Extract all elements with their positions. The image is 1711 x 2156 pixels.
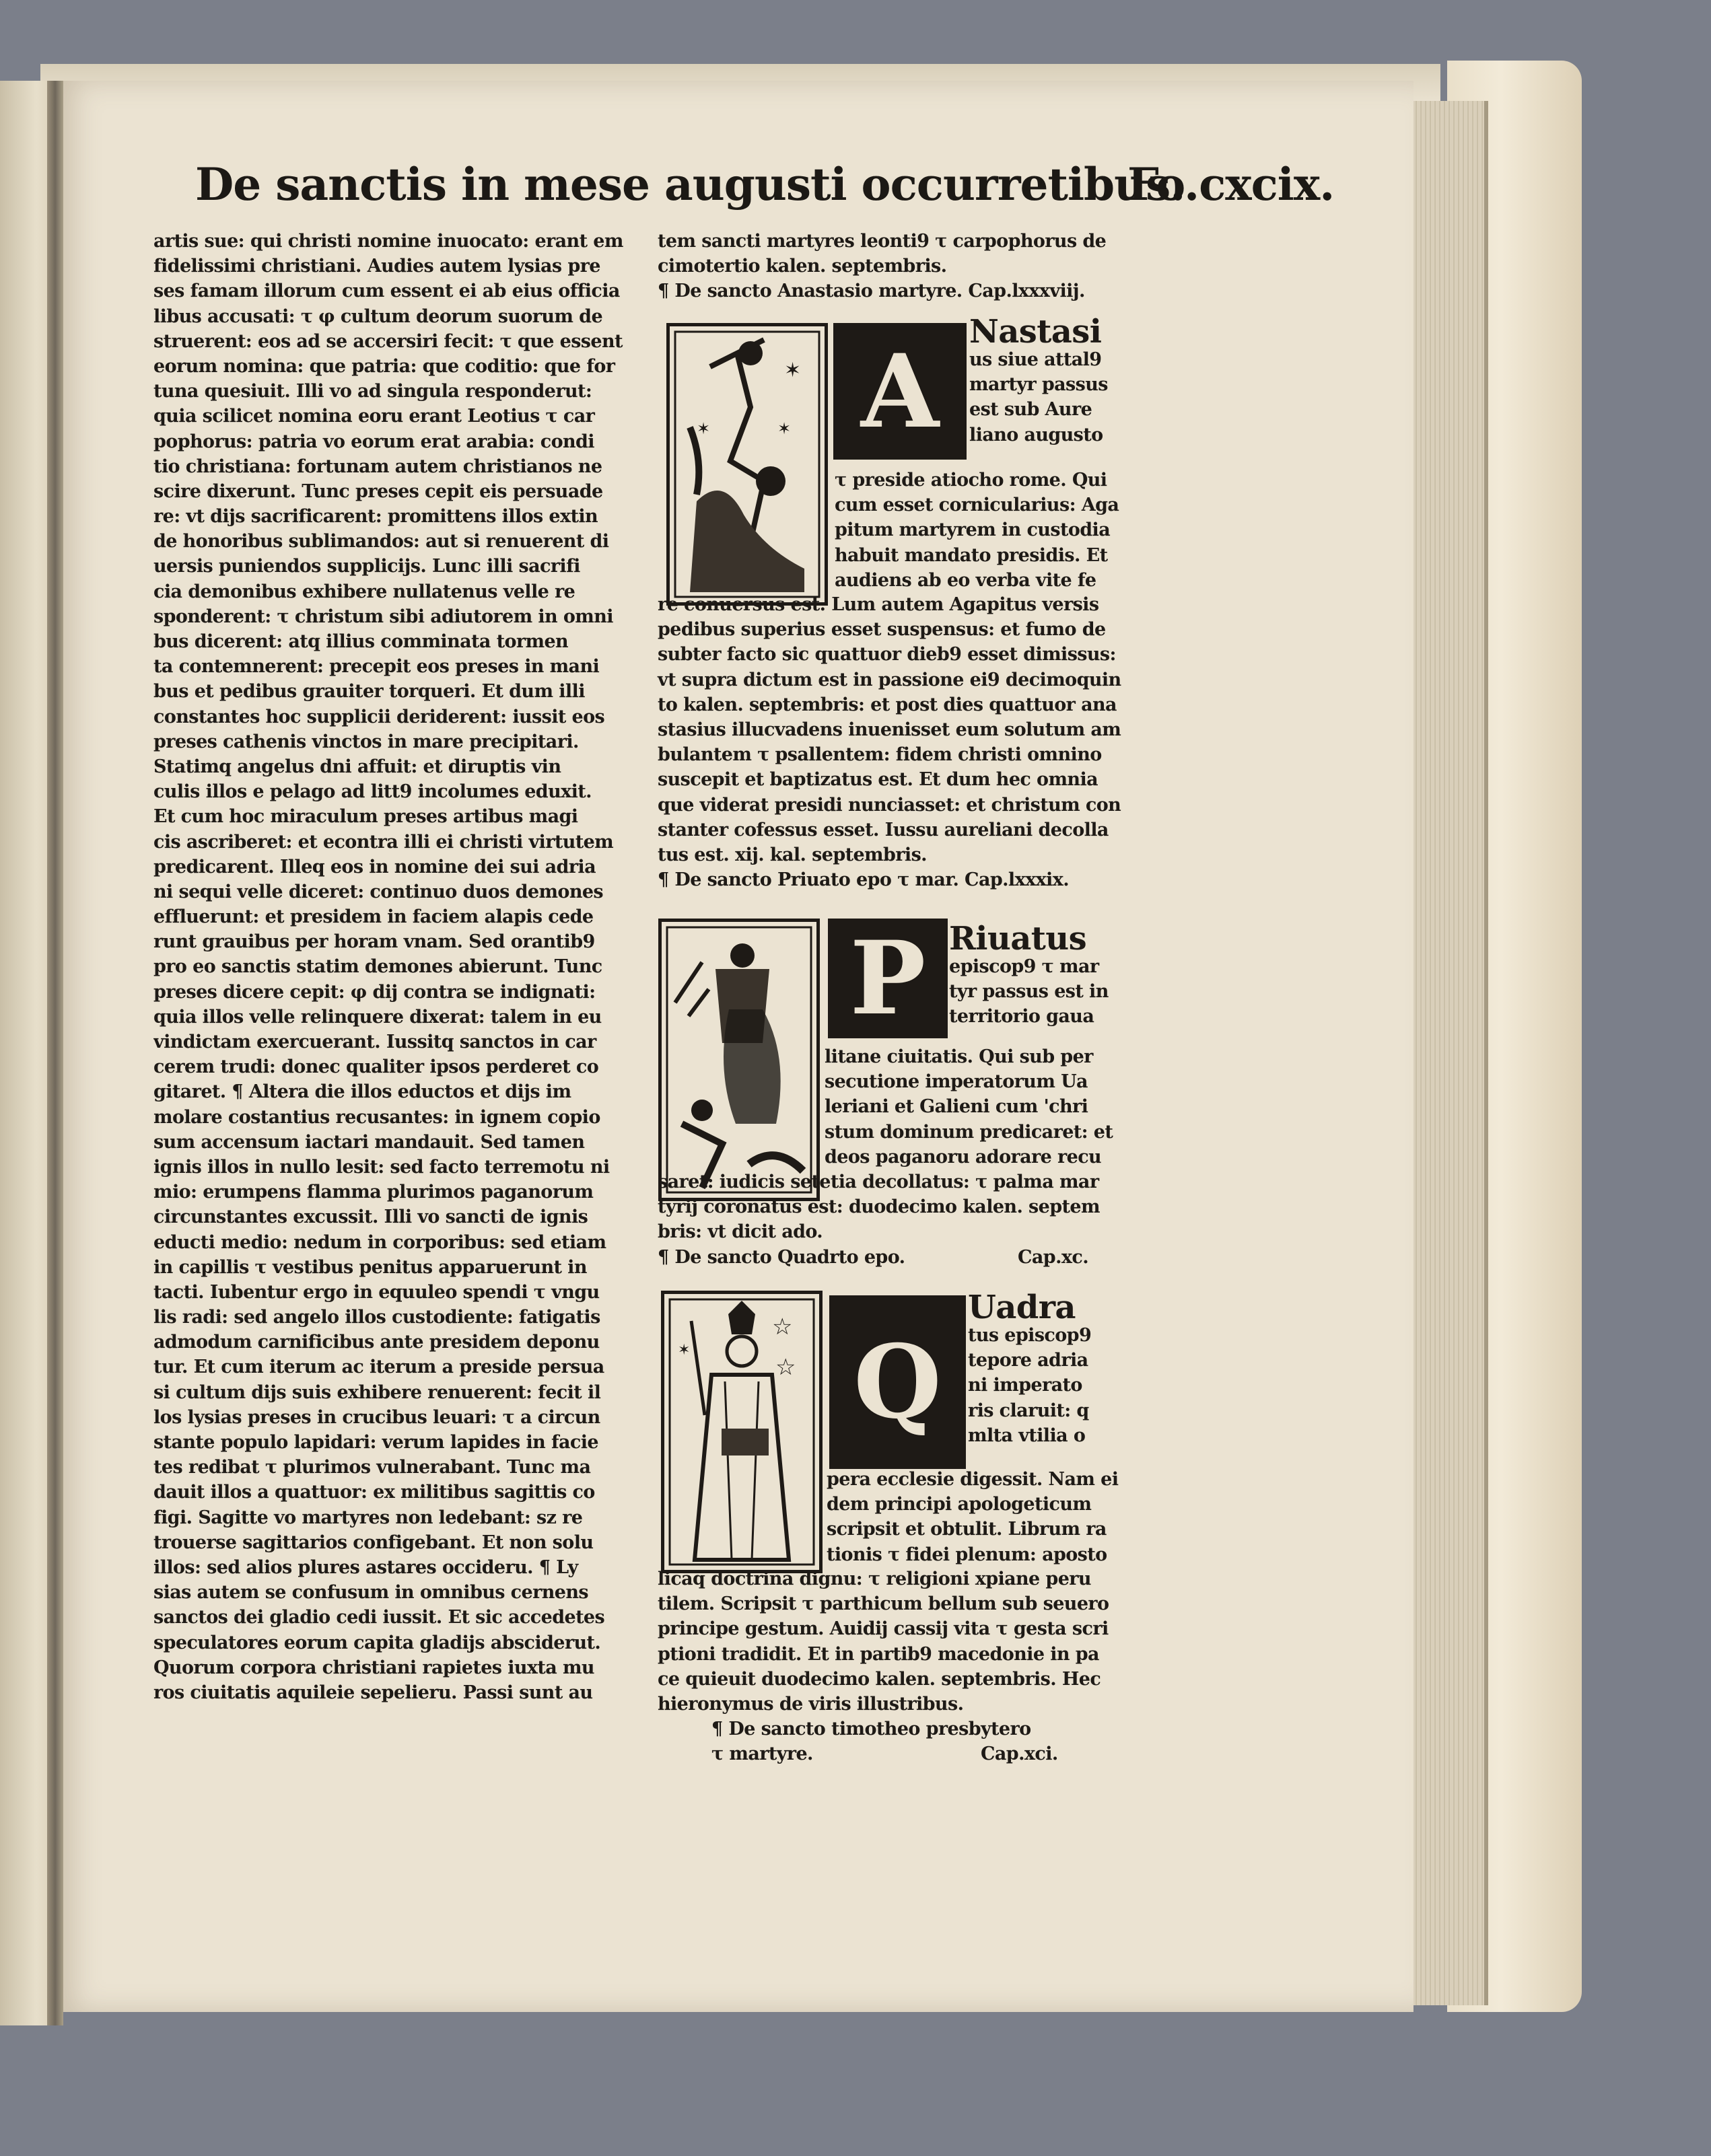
- text-line: runt grauibus per horam vnam. Sed orantib9: [153, 931, 595, 953]
- text-line: Statimq angelus dni affuit: et diruptis vin: [153, 756, 561, 777]
- text-line: dauit illos a quattuor: ex militibus sagittis co: [153, 1482, 595, 1503]
- folio-number: Fo.cxcix.: [1127, 158, 1335, 211]
- text-line: pophorus: patria vo eorum erat arabia: condi: [153, 431, 594, 452]
- text-line: gitaret. ¶ Altera die illos eductos et dijs im: [153, 1081, 571, 1103]
- book-gutter: [47, 81, 63, 2025]
- text-line: fidelissimi christiani. Audies autem lysias pre: [153, 256, 600, 277]
- text-line: sponderent: τ christum sibi adiutorem in omni: [153, 606, 613, 627]
- chapter-heading-89: ¶ De sancto Priuato epo τ mar. Cap.lxxxix.: [658, 869, 1070, 891]
- chapter-88-side-text-lower: τ preside atiocho rome. Qui cum esset cornicularius: Aga pitum martyrem in custodia habuit mandato presidis. Et audiens ab eo verba vite fe: [835, 470, 1119, 591]
- text-line: los lysias preses in crucibus leuari: τ a circun: [153, 1406, 600, 1428]
- text-line: cimotertio kalen. septembris.: [658, 256, 947, 277]
- running-head: [195, 158, 1335, 211]
- text-line: ignis illos in nullo lesit: sed facto terremotu ni: [153, 1156, 610, 1178]
- text-line: tur. Et cum iterum ac iterum a preside persua: [153, 1357, 604, 1378]
- text-line: ni sequi velle diceret: continuo duos demones: [153, 881, 604, 902]
- text-line: quia illos velle relinquere dixerat: talem in eu: [153, 1006, 602, 1028]
- text-line: bus et pedibus grauiter torqueri. Et dum illi: [153, 681, 585, 703]
- text-line: mio: erumpens flamma plurimos paganorum: [153, 1182, 594, 1203]
- text-line: educti medio: nedum in corporibus: sed etiam: [153, 1231, 606, 1253]
- text-line: tuna quesiuit. Illi vo ad singula responderut:: [153, 381, 592, 402]
- text-line: effluerunt: et presidem in faciem alapis cede: [153, 906, 594, 928]
- text-line: tacti. Iubentur ergo in equuleo spendi τ vngu: [153, 1281, 600, 1303]
- text-line: uersis puniendos supplicijs. Lunc illi sacrifi: [153, 556, 580, 577]
- chapter-90-side-text-lower: pera ecclesie digessit. Nam ei dem principi apologeticum scripsit et obtulit. Librum ra tionis τ fidei plenum: aposto: [827, 1469, 1119, 1565]
- initial-letter-p: P: [828, 919, 948, 1038]
- text-line: cia demonibus exhibere nullatenus velle re: [153, 581, 575, 602]
- text-line: vindictam exercuerant. Iussitq sanctos in car: [153, 1032, 596, 1052]
- text-line: quia scilicet nomina eoru erant Leotius τ car: [153, 406, 595, 427]
- text-line: tes redibat τ plurimos vulnerabant. Tunc ma: [153, 1457, 591, 1478]
- text-line: sias autem se confusum in omnibus cernens: [153, 1582, 588, 1604]
- woodcut-bishop-quadratus: [661, 1291, 823, 1573]
- chapter-90-text: licaq doctrina dignu: τ religioni xpiane peru tilem. Scripsit τ parthicum bellum sub seuero principe gestum. Auidij cassij vita τ gesta scri ptioni tradidit. Et in partib9 macedonie in pa ce quieuit duodecimo kalen. septembris. Hec hieronymus de viris illustribus. ¶ De sancto timotheo presbytero τ martyre. Cap.xci.: [658, 1567, 1142, 1767]
- text-line: artis sue: qui christi nomine inuocato: erant em: [153, 231, 623, 252]
- text-line: speculatores eorum capita gladijs absciderut.: [153, 1632, 601, 1653]
- svg-text:☆: ☆: [775, 1354, 796, 1381]
- text-line: scire dixerunt. Tunc preses cepit eis persuade: [153, 480, 603, 502]
- text-line: cis ascriberet: et econtra illi ei christi virtutem: [153, 831, 614, 853]
- right-text-column: [658, 229, 1142, 304]
- text-line: ros ciuitatis aquileie sepelieru. Passi sunt au: [153, 1682, 593, 1703]
- chapter-89-side-text-lower: litane ciuitatis. Qui sub per secutione imperatorum Ua leriani et Galieni cum 'chri stum dominum predicaret: et deos paganoru adorare recu: [825, 1046, 1113, 1167]
- text-line: struerent: eos ad se accersiri fecit: τ que essent: [153, 330, 623, 352]
- text-line: figi. Sagitte vo martyres non ledebant: sz re: [153, 1507, 583, 1528]
- chapter-heading-88: ¶ De sancto Anastasio martyre. Cap.lxxxviij.: [658, 281, 1085, 302]
- text-line: molare costantius recusantes: in ignem copio: [153, 1106, 600, 1128]
- woodcut-illustration-icon: [662, 922, 816, 1198]
- text-line: circunstantes excussit. Illi vo sancti de ignis: [153, 1207, 588, 1228]
- initial-letter-q: Q: [829, 1295, 966, 1469]
- chapter-88-text: re conuersus est. Lum autem Agapitus versis pedibus superius esset suspensus: et fumo de subter facto sic quattuor dieb9 esset dimissus: vt supra dictum est in passione ei9 decimoquin to kalen. septembris: et post dies quattuor ana stasius illucvadens inuenisset eum solutum am bulantem τ psallentem: fidem christi omnino suscepit et baptizatus est. Et dum hec omnia que viderat presidi nunciasset: et christum con stanter cofessus esset. Iussu aureliani decolla tus est. xij. kal. septembris. ¶ De sancto Priuato epo τ mar. Cap.lxxxix.: [658, 592, 1142, 892]
- text-line: Quorum corpora christiani rapietes iuxta mu: [153, 1657, 594, 1678]
- text-line: lis radi: sed angelo illos custodiente: fatigatis: [153, 1307, 600, 1328]
- text-line: libus accusati: τ φ cultum deorum suorum de: [153, 306, 603, 327]
- text-line: de honoribus sublimandos: aut si renuerent di: [153, 531, 609, 552]
- text-line: cerem trudi: donec qualiter ipsos perderet co: [153, 1056, 599, 1078]
- chapter-heading-91: ¶ De sancto timotheo presbytero: [711, 1719, 1031, 1740]
- text-line: ses famam illorum cum essent ei ab eius officia: [153, 281, 620, 302]
- text-line: ta contemnerent: precepit eos preses in mani: [153, 656, 600, 678]
- text-line: preses dicere cepit: φ dij contra se indignati:: [153, 981, 596, 1003]
- text-line: predicarent. Illeq eos in nomine dei sui adria: [153, 856, 596, 877]
- text-line: tem sancti martyres leonti9 τ carpophorus de: [658, 231, 1107, 252]
- text-line: illos: sed alios plures astares occideru. ¶ Ly: [153, 1556, 578, 1578]
- text-line: re: vt dijs sacrificarent: promittens illos extin: [153, 506, 598, 528]
- text-line: sanctos dei gladio cedi iussit. Et sic accedetes: [153, 1607, 605, 1628]
- svg-text:✶: ✶: [678, 1342, 691, 1359]
- woodcut-martyrdom-anastasius: [666, 323, 828, 606]
- text-line: preses cathenis vinctos in mare precipitari.: [153, 731, 579, 752]
- woodcut-illustration-icon: [664, 1294, 819, 1570]
- text-line: culis illos e pelago ad litt9 incolumes eduxit.: [153, 781, 592, 803]
- chapter-number-90: Cap.xc.: [1018, 1246, 1088, 1268]
- chapter-88-side-text: Nastasi us siue attal9 martyr passus est sub Aure liano augusto: [969, 313, 1108, 445]
- text-line: eorum nomina: que patria: que coditio: que for: [153, 355, 615, 377]
- initial-letter-a: A: [833, 323, 967, 460]
- chapter-heading-90: ¶ De sancto Quadrto epo.: [658, 1246, 905, 1268]
- text-line: tio christiana: fortunam autem christianos ne: [153, 456, 602, 477]
- svg-text:✶: ✶: [697, 419, 711, 438]
- woodcut-illustration-icon: [670, 326, 825, 602]
- text-line: sum accensum iactari mandauit. Sed tamen: [153, 1131, 585, 1153]
- text-line: admodum carnificibus ante presidem deponu: [153, 1332, 600, 1353]
- running-head-title: De sanctis in mese augusti occurretibus.: [195, 158, 1185, 211]
- text-line: in capillis τ vestibus penitus apparuerunt in: [153, 1256, 587, 1278]
- svg-text:✶: ✶: [784, 359, 802, 382]
- chapter-heading-91-cont: τ martyre.: [711, 1744, 813, 1765]
- page-fore-edge: [1403, 101, 1488, 2005]
- chapter-89-side-text: Riuatus episcop9 τ mar tyr passus est in territorio gaua: [949, 920, 1109, 1028]
- text-line: bus dicerent: atq illius comminata tormen: [153, 631, 569, 652]
- svg-text:☆: ☆: [772, 1314, 793, 1340]
- chapter-90-side-text: Uadra tus episcop9 tepore adria ni imperato ris claruit: q mlta vtilia o: [968, 1289, 1092, 1446]
- text-line: stante populo lapidari: verum lapides in facie: [153, 1432, 598, 1453]
- chapter-number-91: Cap.xci.: [981, 1744, 1058, 1765]
- text-line: si cultum dijs suis exhibere renuerent: fecit il: [153, 1381, 601, 1403]
- text-line: Et cum hoc miraculum preses artibus magi: [153, 806, 578, 828]
- text-line: constantes hoc supplicii deriderent: iussit eos: [153, 706, 605, 727]
- text-line: trouerse sagittarios configebant. Et non solu: [153, 1532, 594, 1553]
- chapter-89-text: saret: iudicis setetia decollatus: τ palma mar tyrij coronatus est: duodecimo kalen. septem bris: vt dicit ado. ¶ De sancto Quadrto epo. Cap.xc.: [658, 1170, 1142, 1270]
- left-text-column: [153, 229, 625, 1705]
- svg-text:✶: ✶: [777, 419, 792, 438]
- text-line: pro eo sanctis statim demones abierunt. Tunc: [153, 956, 602, 978]
- woodcut-martyrdom-priuatus: [658, 919, 820, 1201]
